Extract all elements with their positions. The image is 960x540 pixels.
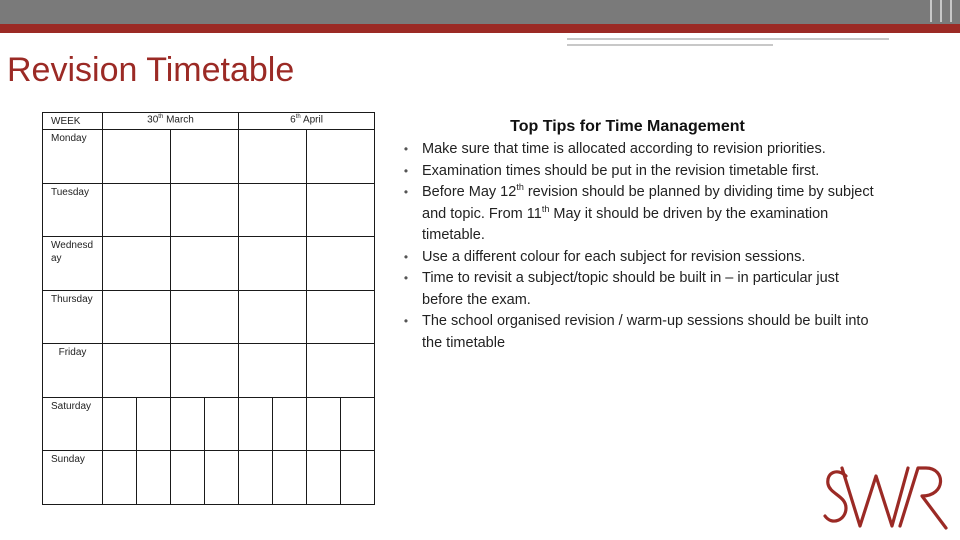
timetable-cell[interactable]: [307, 451, 341, 505]
timetable-cell[interactable]: [307, 291, 375, 344]
bullet-icon: •: [403, 271, 409, 285]
timetable-cell[interactable]: [239, 344, 307, 398]
header-gray-bar: [0, 0, 960, 26]
day-label: Tuesday: [43, 184, 103, 237]
timetable-cell[interactable]: [103, 237, 171, 291]
swr-logo: [822, 462, 950, 532]
bullet-icon: •: [403, 249, 409, 264]
bullet-icon: •: [403, 142, 409, 156]
day-label: Saturday: [43, 398, 103, 451]
timetable-cell[interactable]: [239, 291, 307, 344]
timetable-cell[interactable]: [205, 398, 239, 451]
table-row: [43, 398, 375, 451]
timetable-cell[interactable]: [273, 398, 307, 451]
timetable-cell[interactable]: [137, 398, 171, 451]
timetable-cell[interactable]: [239, 184, 307, 237]
timetable-cell[interactable]: [171, 237, 239, 291]
timetable-cell[interactable]: [239, 451, 273, 505]
tips-heading: Top Tips for Time Management: [510, 118, 745, 135]
swr-logo-icon: [822, 462, 950, 532]
day-label: Thursday: [43, 291, 103, 344]
table-row: [43, 237, 375, 291]
timetable-cell[interactable]: [103, 130, 171, 184]
timetable-cell[interactable]: [307, 237, 375, 291]
timetable-cell[interactable]: [239, 130, 307, 184]
week-label: WEEK: [43, 113, 103, 130]
revision-timetable: [42, 112, 375, 505]
timetable-cell[interactable]: [103, 398, 137, 451]
bullet-icon: •: [403, 163, 409, 178]
list-item: • Time to revisit a subject/topic should be built in – in particular just before the exam.: [396, 268, 876, 311]
decor-bar: [930, 0, 932, 22]
timetable-cell[interactable]: [137, 451, 171, 505]
table-row: [43, 130, 375, 184]
timetable-cell[interactable]: [103, 291, 171, 344]
timetable-cell[interactable]: [307, 398, 341, 451]
list-item: • Use a different colour for each subject for revision sessions.: [396, 247, 876, 269]
header-accent-bar: [0, 24, 960, 33]
timetable-cell[interactable]: [171, 184, 239, 237]
timetable-cell[interactable]: [307, 130, 375, 184]
list-item: • The school organised revision / warm-up sessions should be built into the timetable: [396, 311, 876, 354]
header-row: [43, 113, 375, 130]
table-row: [43, 184, 375, 237]
decor-bar: [950, 0, 952, 22]
timetable-cell[interactable]: [205, 451, 239, 505]
day-label: Friday: [43, 344, 103, 398]
list-item: • Examination times should be put in the revision timetable first.: [396, 161, 876, 183]
bullet-icon: •: [403, 185, 409, 199]
list-item: • Make sure that time is allocated according to revision priorities.: [396, 139, 876, 161]
table-row: [43, 291, 375, 344]
decor-line: [567, 38, 889, 40]
day-label: Wednesd ay: [43, 237, 103, 291]
timetable-cell[interactable]: [171, 291, 239, 344]
timetable-cell[interactable]: [239, 398, 273, 451]
decor-bar: [940, 0, 942, 22]
week-header-2: 6th April: [239, 113, 375, 130]
timetable-cell[interactable]: [103, 184, 171, 237]
tips-list: [396, 139, 876, 354]
timetable-cell[interactable]: [341, 398, 375, 451]
timetable-cell[interactable]: [273, 451, 307, 505]
timetable-cell[interactable]: [239, 237, 307, 291]
table-row: [43, 344, 375, 398]
bullet-icon: •: [403, 314, 409, 328]
table-row: [43, 451, 375, 505]
timetable-cell[interactable]: [307, 344, 375, 398]
timetable-cell[interactable]: [171, 398, 205, 451]
day-label: Monday: [43, 130, 103, 184]
list-item: • Before May 12th revision should be planned by dividing time by subject and topic. From 11th May it should be driven by the examination timetable.: [396, 182, 876, 247]
decor-line: [567, 44, 773, 46]
timetable-cell[interactable]: [103, 344, 171, 398]
timetable-cell[interactable]: [171, 130, 239, 184]
page-title: Revision Timetable: [7, 51, 295, 89]
timetable-cell[interactable]: [341, 451, 375, 505]
timetable-cell[interactable]: [103, 451, 137, 505]
week-header-1: 30th March: [103, 113, 239, 130]
timetable-cell[interactable]: [171, 344, 239, 398]
timetable-cell[interactable]: [307, 184, 375, 237]
timetable-cell[interactable]: [171, 451, 205, 505]
day-label: Sunday: [43, 451, 103, 505]
